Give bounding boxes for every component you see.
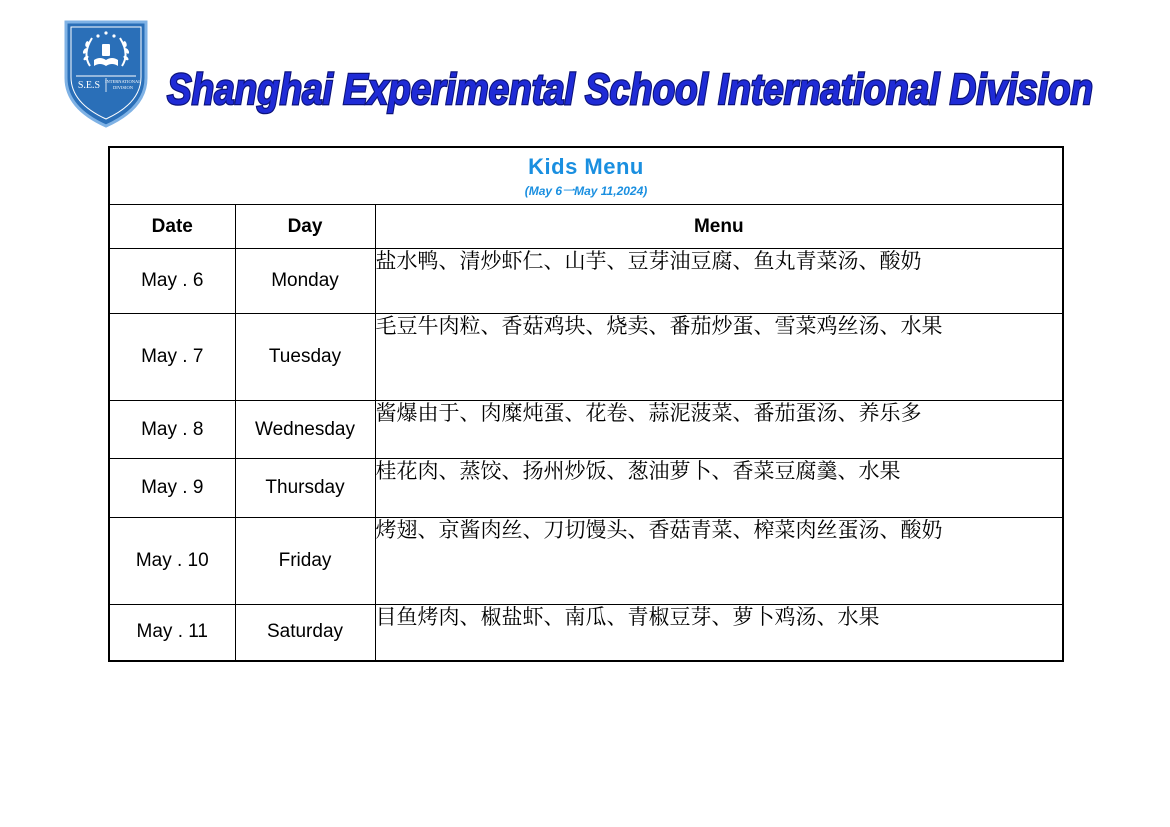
menu-items: 烤翅、京酱肉丝、刀切馒头、香菇青菜、榨菜肉丝蛋汤、酸奶 [375, 518, 943, 542]
menu-items: 目鱼烤肉、椒盐虾、南瓜、青椒豆芽、萝卜鸡汤、水果 [375, 605, 880, 629]
school-name: Shanghai Experimental School International Division [167, 65, 1093, 114]
school-title [160, 56, 1100, 122]
column-header-date: Date [109, 205, 235, 249]
date-cell: May . 9 [109, 459, 235, 518]
day-cell: Saturday [235, 605, 375, 661]
table-row [109, 249, 1063, 314]
menu-title: Kids Menu [528, 154, 644, 179]
day-cell: Thursday [235, 459, 375, 518]
menu-title-row [109, 147, 1063, 205]
column-header-day: Day [235, 205, 375, 249]
menu-items: 毛豆牛肉粒、香菇鸡块、烧卖、番茄炒蛋、雪菜鸡丝汤、水果 [375, 314, 943, 338]
menu-cell [375, 605, 1063, 661]
menu-cell [375, 249, 1063, 314]
svg-text:INTERNATIONAL: INTERNATIONAL [105, 79, 141, 84]
menu-items: 桂花肉、蒸饺、扬州炒饭、葱油萝卜、香菜豆腐羹、水果 [375, 459, 901, 483]
svg-text:DIVISION: DIVISION [113, 85, 133, 90]
logo-initials: S.E.S [77, 80, 101, 91]
school-logo [62, 16, 150, 130]
menu-title-cell [109, 147, 1063, 205]
day-cell: Wednesday [235, 401, 375, 459]
table-row [109, 518, 1063, 605]
date-cell: May . 11 [109, 605, 235, 661]
menu-items: 酱爆由于、肉糜炖蛋、花卷、蒜泥菠菜、番茄蛋汤、养乐多 [375, 401, 922, 425]
date-cell: May . 8 [109, 401, 235, 459]
column-header-menu: Menu [375, 205, 1063, 249]
menu-cell [375, 314, 1063, 401]
date-cell: May . 7 [109, 314, 235, 401]
day-cell: Friday [235, 518, 375, 605]
school-shield-icon [62, 16, 150, 130]
table-row [109, 605, 1063, 661]
day-cell: Monday [235, 249, 375, 314]
menu-cell [375, 518, 1063, 605]
date-cell: May . 10 [109, 518, 235, 605]
menu-date-range: (May 6一May 11,2024) [524, 184, 648, 198]
day-cell: Tuesday [235, 314, 375, 401]
table-row [109, 314, 1063, 401]
menu-items: 盐水鸭、清炒虾仁、山芋、豆芽油豆腐、鱼丸青菜汤、酸奶 [375, 249, 922, 273]
menu-table [108, 146, 1064, 662]
date-cell: May . 6 [109, 249, 235, 314]
